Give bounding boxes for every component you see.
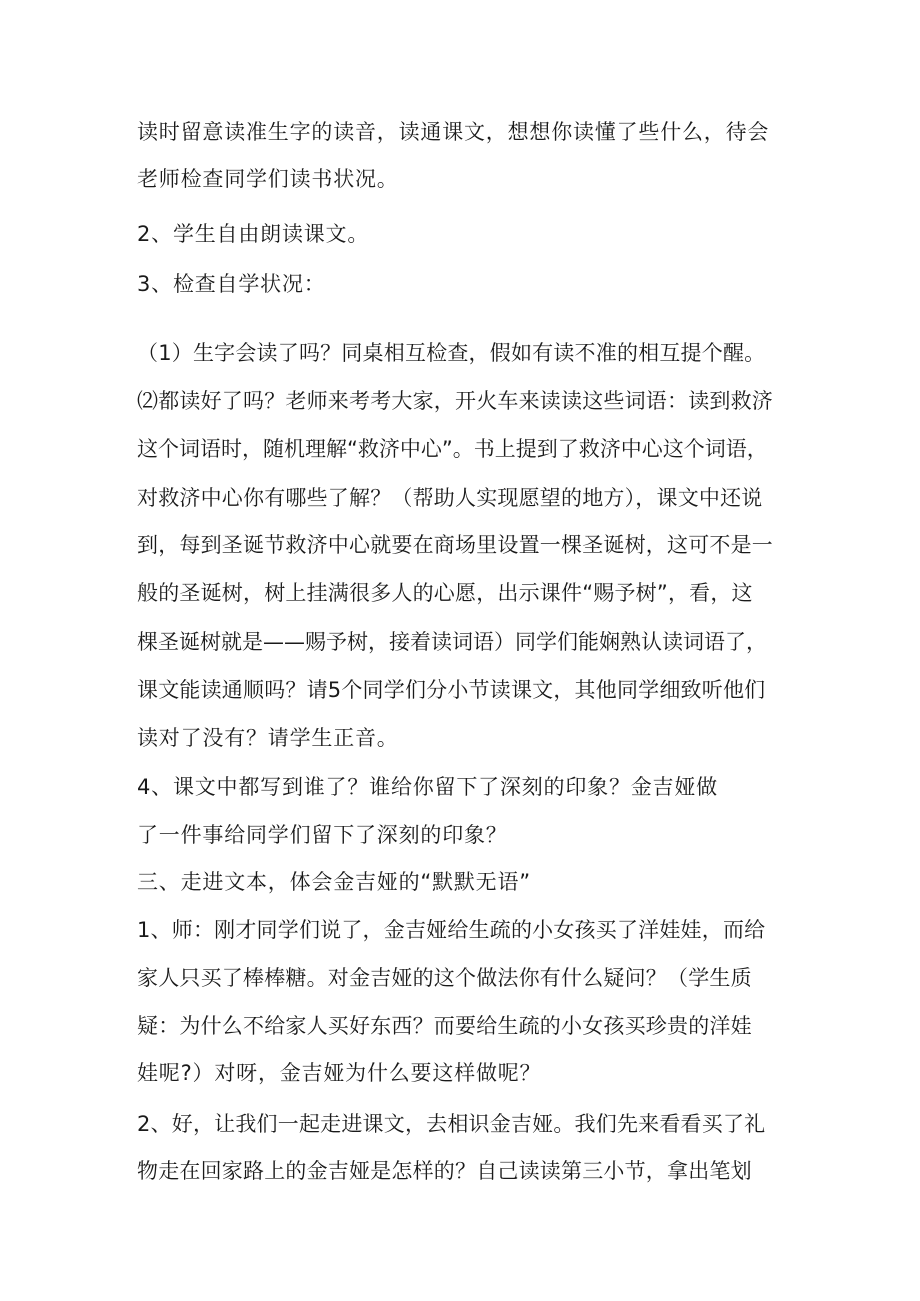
text-line-17: 1、师：刚才同学们说了，金吉娅给生疏的小女孩买了洋娃娃，而给 <box>137 918 766 942</box>
text-line-1: 读时留意读准生字的读音，读通课文，想想你读懂了些什么，待会 <box>137 120 770 144</box>
text-line-7: 这个词语时，随机理解“救济中心”。书上提到了救济中心这个词语， <box>137 437 768 461</box>
text-line-19: 疑：为什么不给家人买好东西？而要给生疏的小女孩买珍贵的洋娃 <box>137 1014 752 1038</box>
text-line-12: 课文能读通顺吗？请5个同学们分小节读课文，其他同学细致听他们 <box>137 678 766 702</box>
text-line-9: 到，每到圣诞节救济中心就要在商场里设置一棵圣诞树，这可不是一 <box>137 533 773 557</box>
text-line-13: 读对了没有？请学生正音。 <box>137 726 399 750</box>
text-line-8: 对救济中心你有哪些了解？（帮助人实现愿望的地方），课文中还说 <box>137 486 763 510</box>
text-line-2: 老师检查同学们读书状况。 <box>137 167 399 191</box>
text-line-16: 三、走进文本，体会金吉娅的“默默无语” <box>137 870 531 894</box>
text-line-14: 4、课文中都写到谁了？谁给你留下了深刻的印象？金吉娅做 <box>137 775 718 799</box>
text-line-6: ⑵都读好了吗？老师来考考大家，开火车来读读这些词语：读到救济 <box>137 389 773 413</box>
text-line-5: （1）生字会读了吗？同桌相互检查，假如有读不准的相互提个醒。 <box>137 341 766 365</box>
text-line-11: 棵圣诞树就是——赐予树，接着读词语）同学们能娴熟认读词语了， <box>137 630 767 654</box>
text-line-18: 家人只买了棒棒糖。对金吉娅的这个做法你有什么疑问？（学生质 <box>137 966 752 990</box>
text-line-3: 2、学生自由朗读课文。 <box>137 222 370 246</box>
text-line-21: 2、好，让我们一起走进课文，去相识金吉娅。我们先来看看买了礼 <box>137 1112 766 1136</box>
text-line-20: 娃呢?）对呀，金吉娅为什么要这样做呢？ <box>137 1061 542 1085</box>
text-line-15: 了一件事给同学们留下了深刻的印象？ <box>137 823 508 847</box>
text-line-10: 般的圣诞树，树上挂满很多人的心愿，出示课件“赐予树”，看，这 <box>137 581 753 605</box>
text-line-4: 3、检查自学状况： <box>137 272 326 296</box>
text-line-22: 物走在回家路上的金吉娅是怎样的？自己读读第三小节，拿出笔划 <box>137 1159 752 1183</box>
